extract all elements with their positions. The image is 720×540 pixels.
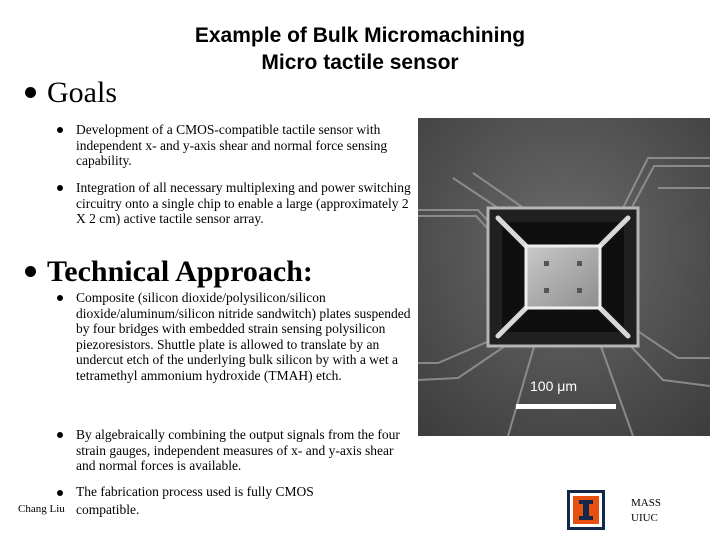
bullet-icon	[25, 266, 36, 277]
university-logo-icon	[567, 490, 605, 530]
org-line-2: UIUC	[631, 512, 658, 524]
bullet-icon	[57, 185, 63, 191]
organization	[631, 496, 661, 526]
author-name: Chang Liu	[18, 503, 65, 515]
title-line-1: Example of Bulk Micromachining	[194, 24, 526, 47]
bullet-icon	[57, 432, 63, 438]
scale-bar-label: 100 μm	[530, 378, 577, 394]
org-line-1: MASS	[631, 497, 661, 509]
slide-title	[150, 22, 570, 76]
bullet-icon	[25, 87, 36, 98]
bullet-icon	[57, 127, 63, 133]
scale-bar	[516, 404, 616, 409]
bullet-icon	[57, 490, 63, 496]
title-line-2: Micro tactile sensor	[261, 51, 459, 74]
bullet-icon	[57, 295, 63, 301]
